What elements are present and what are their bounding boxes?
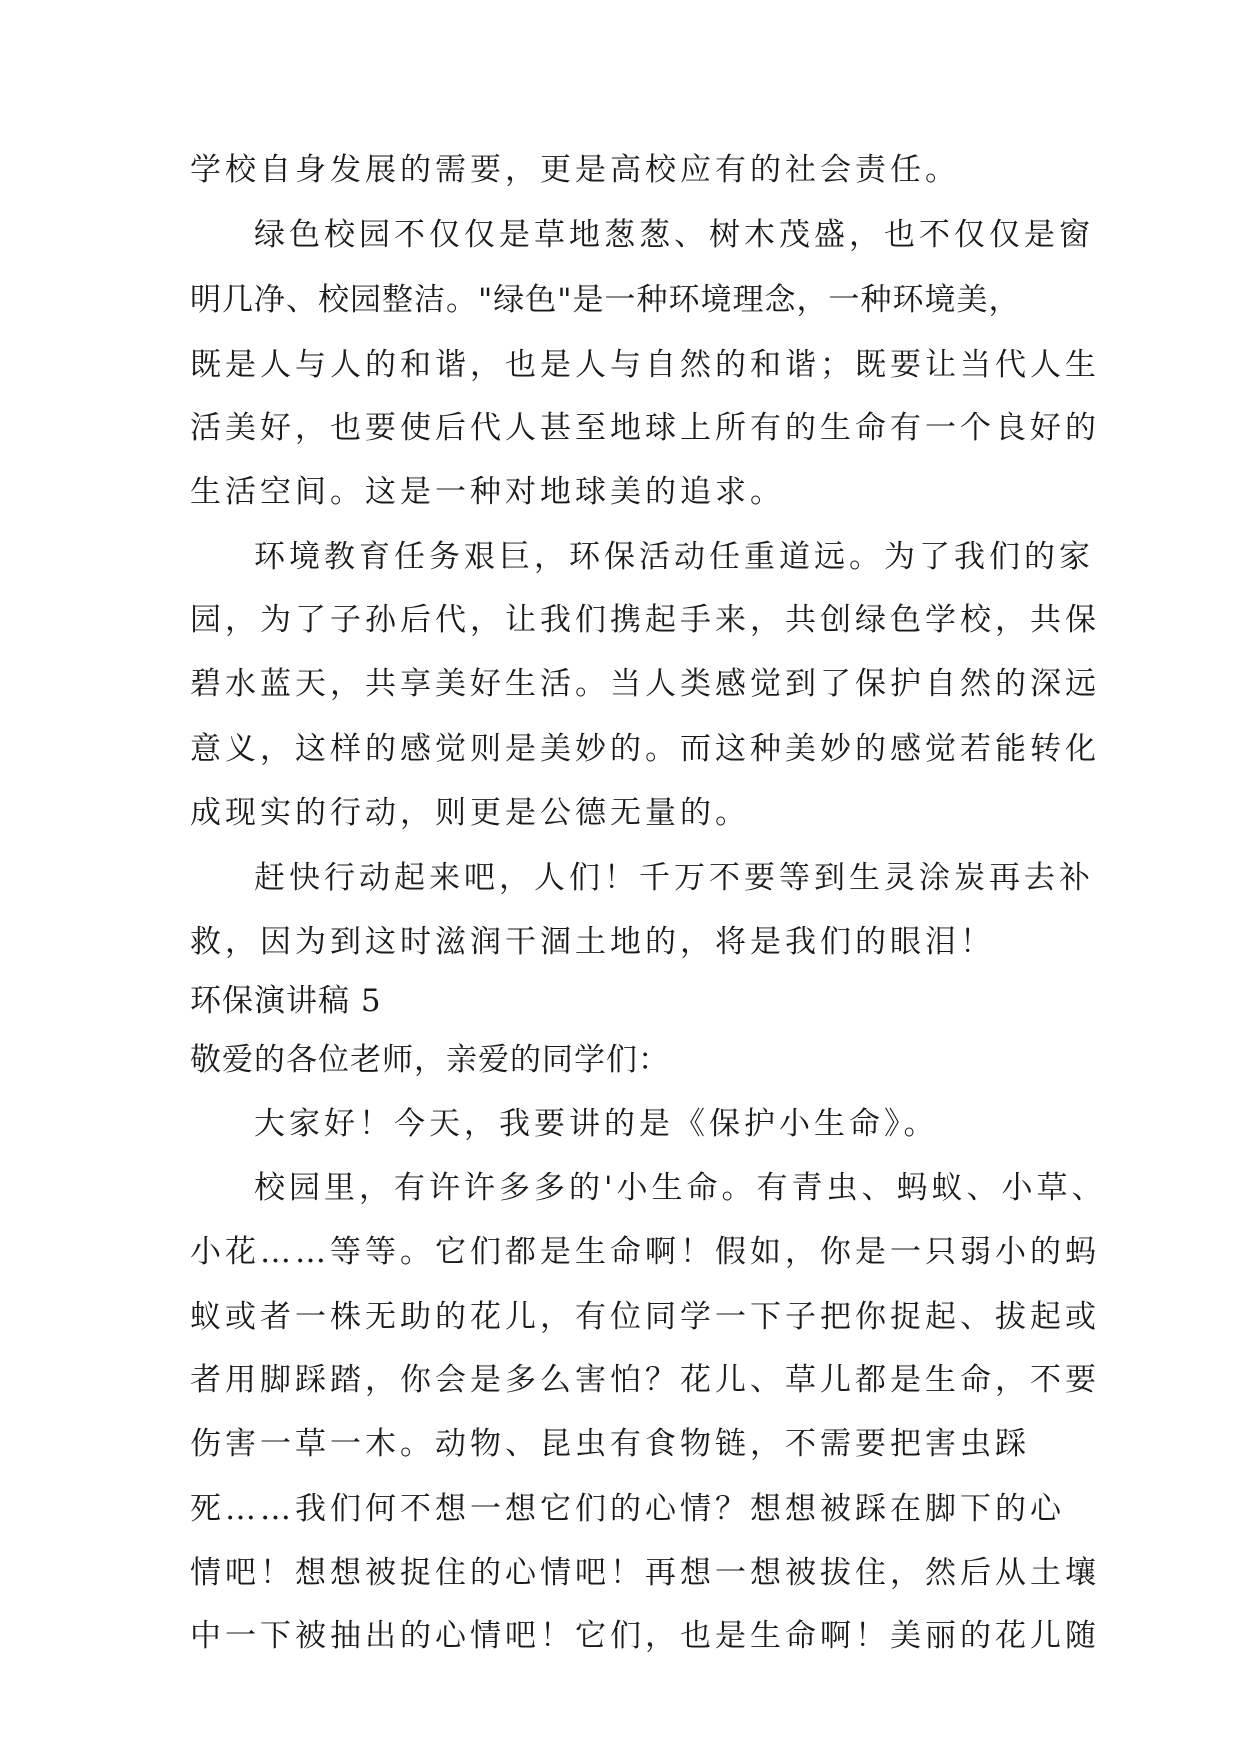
text-line: 赶快行动起来吧，人们！千万不要等到生灵涂炭再去补 [254, 860, 1094, 896]
text-line: 者用脚踩踏，你会是多么害怕？花儿、草儿都是生命，不要 [190, 1362, 1100, 1398]
text-line: 生活空间。这是一种对地球美的追求。 [190, 474, 785, 510]
text-line: 活美好，也要使后代人甚至地球上所有的生命有一个良好的 [190, 410, 1100, 446]
text-line: 情吧！想想被捉住的心情吧！再想一想被拔住，然后从土壤 [190, 1555, 1100, 1591]
text-line: 中一下被抽出的心情吧！它们，也是生命啊！美丽的花儿随 [190, 1618, 1100, 1654]
text-line: 既是人与人的和谐，也是人与自然的和谐；既要让当代人生 [190, 347, 1100, 383]
text-line: 碧水蓝天，共享美好生活。当人类感觉到了保护自然的深远 [190, 666, 1100, 702]
text-line: 救，因为到这时滋润干涸土地的，将是我们的眼泪！ [190, 924, 995, 960]
text-line: 明几净、校园整洁。"绿色"是一种环境理念，一种环境美， [190, 282, 1021, 318]
text-line: 成现实的行动，则更是公德无量的。 [190, 795, 750, 831]
text-line: 学校自身发展的需要，更是高校应有的社会责任。 [190, 152, 960, 188]
text-line: 死……我们何不想一想它们的心情？想想被踩在脚下的心 [190, 1491, 1065, 1527]
text-line: 伤害一草一木。动物、昆虫有食物链，不需要把害虫踩 [190, 1426, 1030, 1462]
text-line: 绿色校园不仅仅是草地葱葱、树木茂盛，也不仅仅是窗 [254, 217, 1094, 253]
text-line: 意义，这样的感觉则是美妙的。而这种美妙的感觉若能转化 [190, 731, 1100, 767]
text-line: 小花……等等。它们都是生命啊！假如，你是一只弱小的蚂 [190, 1234, 1100, 1270]
text-line: 园，为了子孙后代，让我们携起手来，共创绿色学校，共保 [190, 602, 1100, 638]
text-line: 大家好！今天，我要讲的是《保护小生命》。 [254, 1106, 939, 1142]
salutation: 敬爱的各位老师，亲爱的同学们： [190, 1042, 670, 1078]
text-line: 环境教育任务艰巨，环保活动任重道远。为了我们的家 [254, 539, 1094, 575]
section-heading: 环保演讲稿 5 [190, 983, 382, 1019]
text-line: 校园里，有许许多多的'小生命。有青虫、蚂蚁、小草、 [254, 1170, 1107, 1206]
text-line: 蚁或者一株无助的花儿，有位同学一下子把你捉起、拔起或 [190, 1299, 1100, 1335]
